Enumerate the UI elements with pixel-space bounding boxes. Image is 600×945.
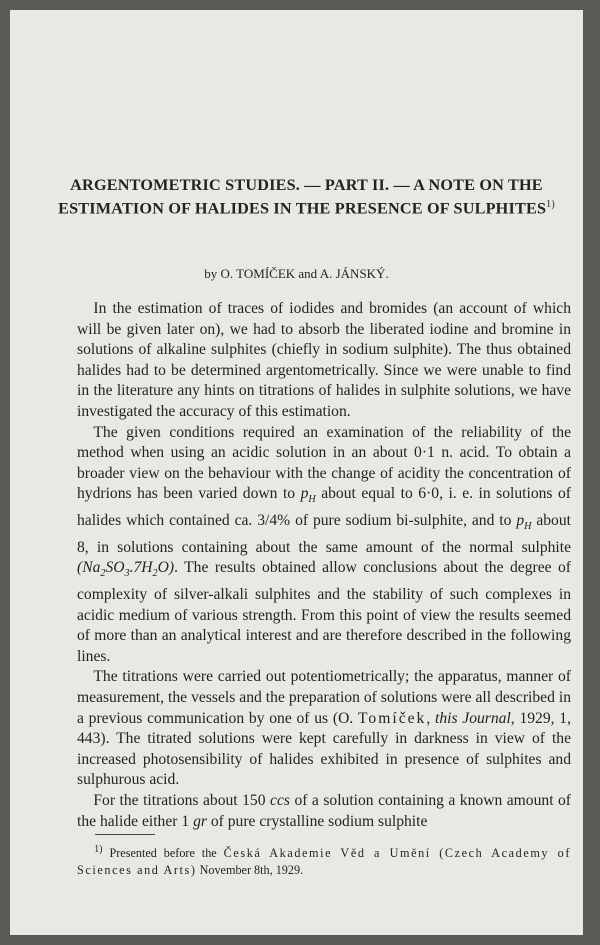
paragraph-2-text-d: about 8, in solutions containing about the same amount of the normal sulphite [77, 512, 571, 556]
footnote [77, 841, 571, 879]
title-text: ARGENTOMETRIC STUDIES. — PART II. — A NOTE ON THE ESTIMATION OF HALIDES IN THE PRESENCE OF SULPHITES [58, 176, 547, 218]
title-footnote-mark: 1) [546, 199, 555, 210]
article-title [50, 176, 563, 218]
paragraph-3-text-b: , 1929, 1, 443). The titrated solutions were kept carefully in darkness in view of the increased photosensibility of halides exhibited in presence of sulphites and sulphurous acid. [77, 709, 571, 789]
paragraph-3-text-a: The titrations were carried out potentiometrically; the apparatus, manner of measurement, the vessels and the preparation of solutions were all described in a previous communication by one of us (O. [77, 668, 571, 727]
footnote-text-a: Presented before the [109, 846, 217, 861]
paragraph-3: The titrations were carried out potentiometrically; the apparatus, manner of measurement, the vessels and the preparation of solutions were all described in a previous communication by one of us (O. Tomíček, this Journal, 1929, 1, 443). The titrated solutions were kept carefully in darkness in view of the increased photosensibility of halides exhibited in presence of sulphites and sulphurous acid. [77, 668, 571, 789]
journal-reference: this Journal [435, 709, 511, 727]
paragraph-2-text-c: of pure sodium bi-sulphite, and to [295, 512, 512, 530]
footnote-text-b: November 8th, 1929. [199, 863, 304, 878]
paragraph-2-text-e: . The results obtained allow conclusions about the degree of complexity of silver-alkali sulphites and the stability of such complexes in acidic medium of various strength. From this point of view the results seemed of more than an analytical interest and are therefore described in the following lines. [77, 559, 571, 665]
academy-name: Česká Akademie Věd a Umění (Czech Academy of Sciences and Arts) [77, 846, 571, 878]
author-reference: Tomíček [358, 709, 427, 727]
journal-page [10, 10, 583, 935]
paragraph-2-text-b: about equal to 6·0, i. e. in solutions of halides which contained ca. [77, 485, 571, 530]
footnote-mark: 1) [94, 844, 103, 855]
paragraph-1: In the estimation of traces of iodides and bromides (an account of which will be given later on), we had to absorb the liberated iodine and bromine in solutions of alkaline sulphites (chiefly in sodium sulphite). The thus obtained halides had to be determined argentometrically. Since we were unable to find in the literature any hints on titrations of halides in sulphite solutions, we have investigated the accuracy of this estimation. [77, 300, 571, 420]
paragraph-2 [77, 423, 571, 668]
author-line: by O. TOMÍČEK and A. JÁNSKÝ. [204, 266, 389, 281]
unit-gr: gr [193, 812, 207, 830]
fraction-percent: 3/4% [257, 512, 291, 530]
paragraph-4-text-a: For the titrations about 150 [93, 791, 266, 809]
paragraph-4-text-c: of pure crystalline sodium sulphite [210, 812, 428, 830]
chemical-formula: $(Na_2SO_3.7H_2O)$ [77, 559, 175, 580]
ph-symbol: $p_H$ [300, 485, 316, 506]
paragraph-4 [77, 791, 571, 832]
ph-symbol: $p_H$ [516, 512, 532, 533]
unit-ccs: ccs [270, 791, 290, 809]
paragraph-2-text-a: The given conditions required an examination of the reliability of the method when using an acidic solution in an about 0·1 n. acid. To obtain a broader view on the behaviour with the change of acidity the concentration of hydrions has been varied down to [77, 423, 571, 503]
footnote-divider [95, 834, 155, 835]
paragraph-4-text-b: of a solution containing a known amount of the halide either 1 [77, 791, 572, 830]
article-body [77, 299, 571, 832]
